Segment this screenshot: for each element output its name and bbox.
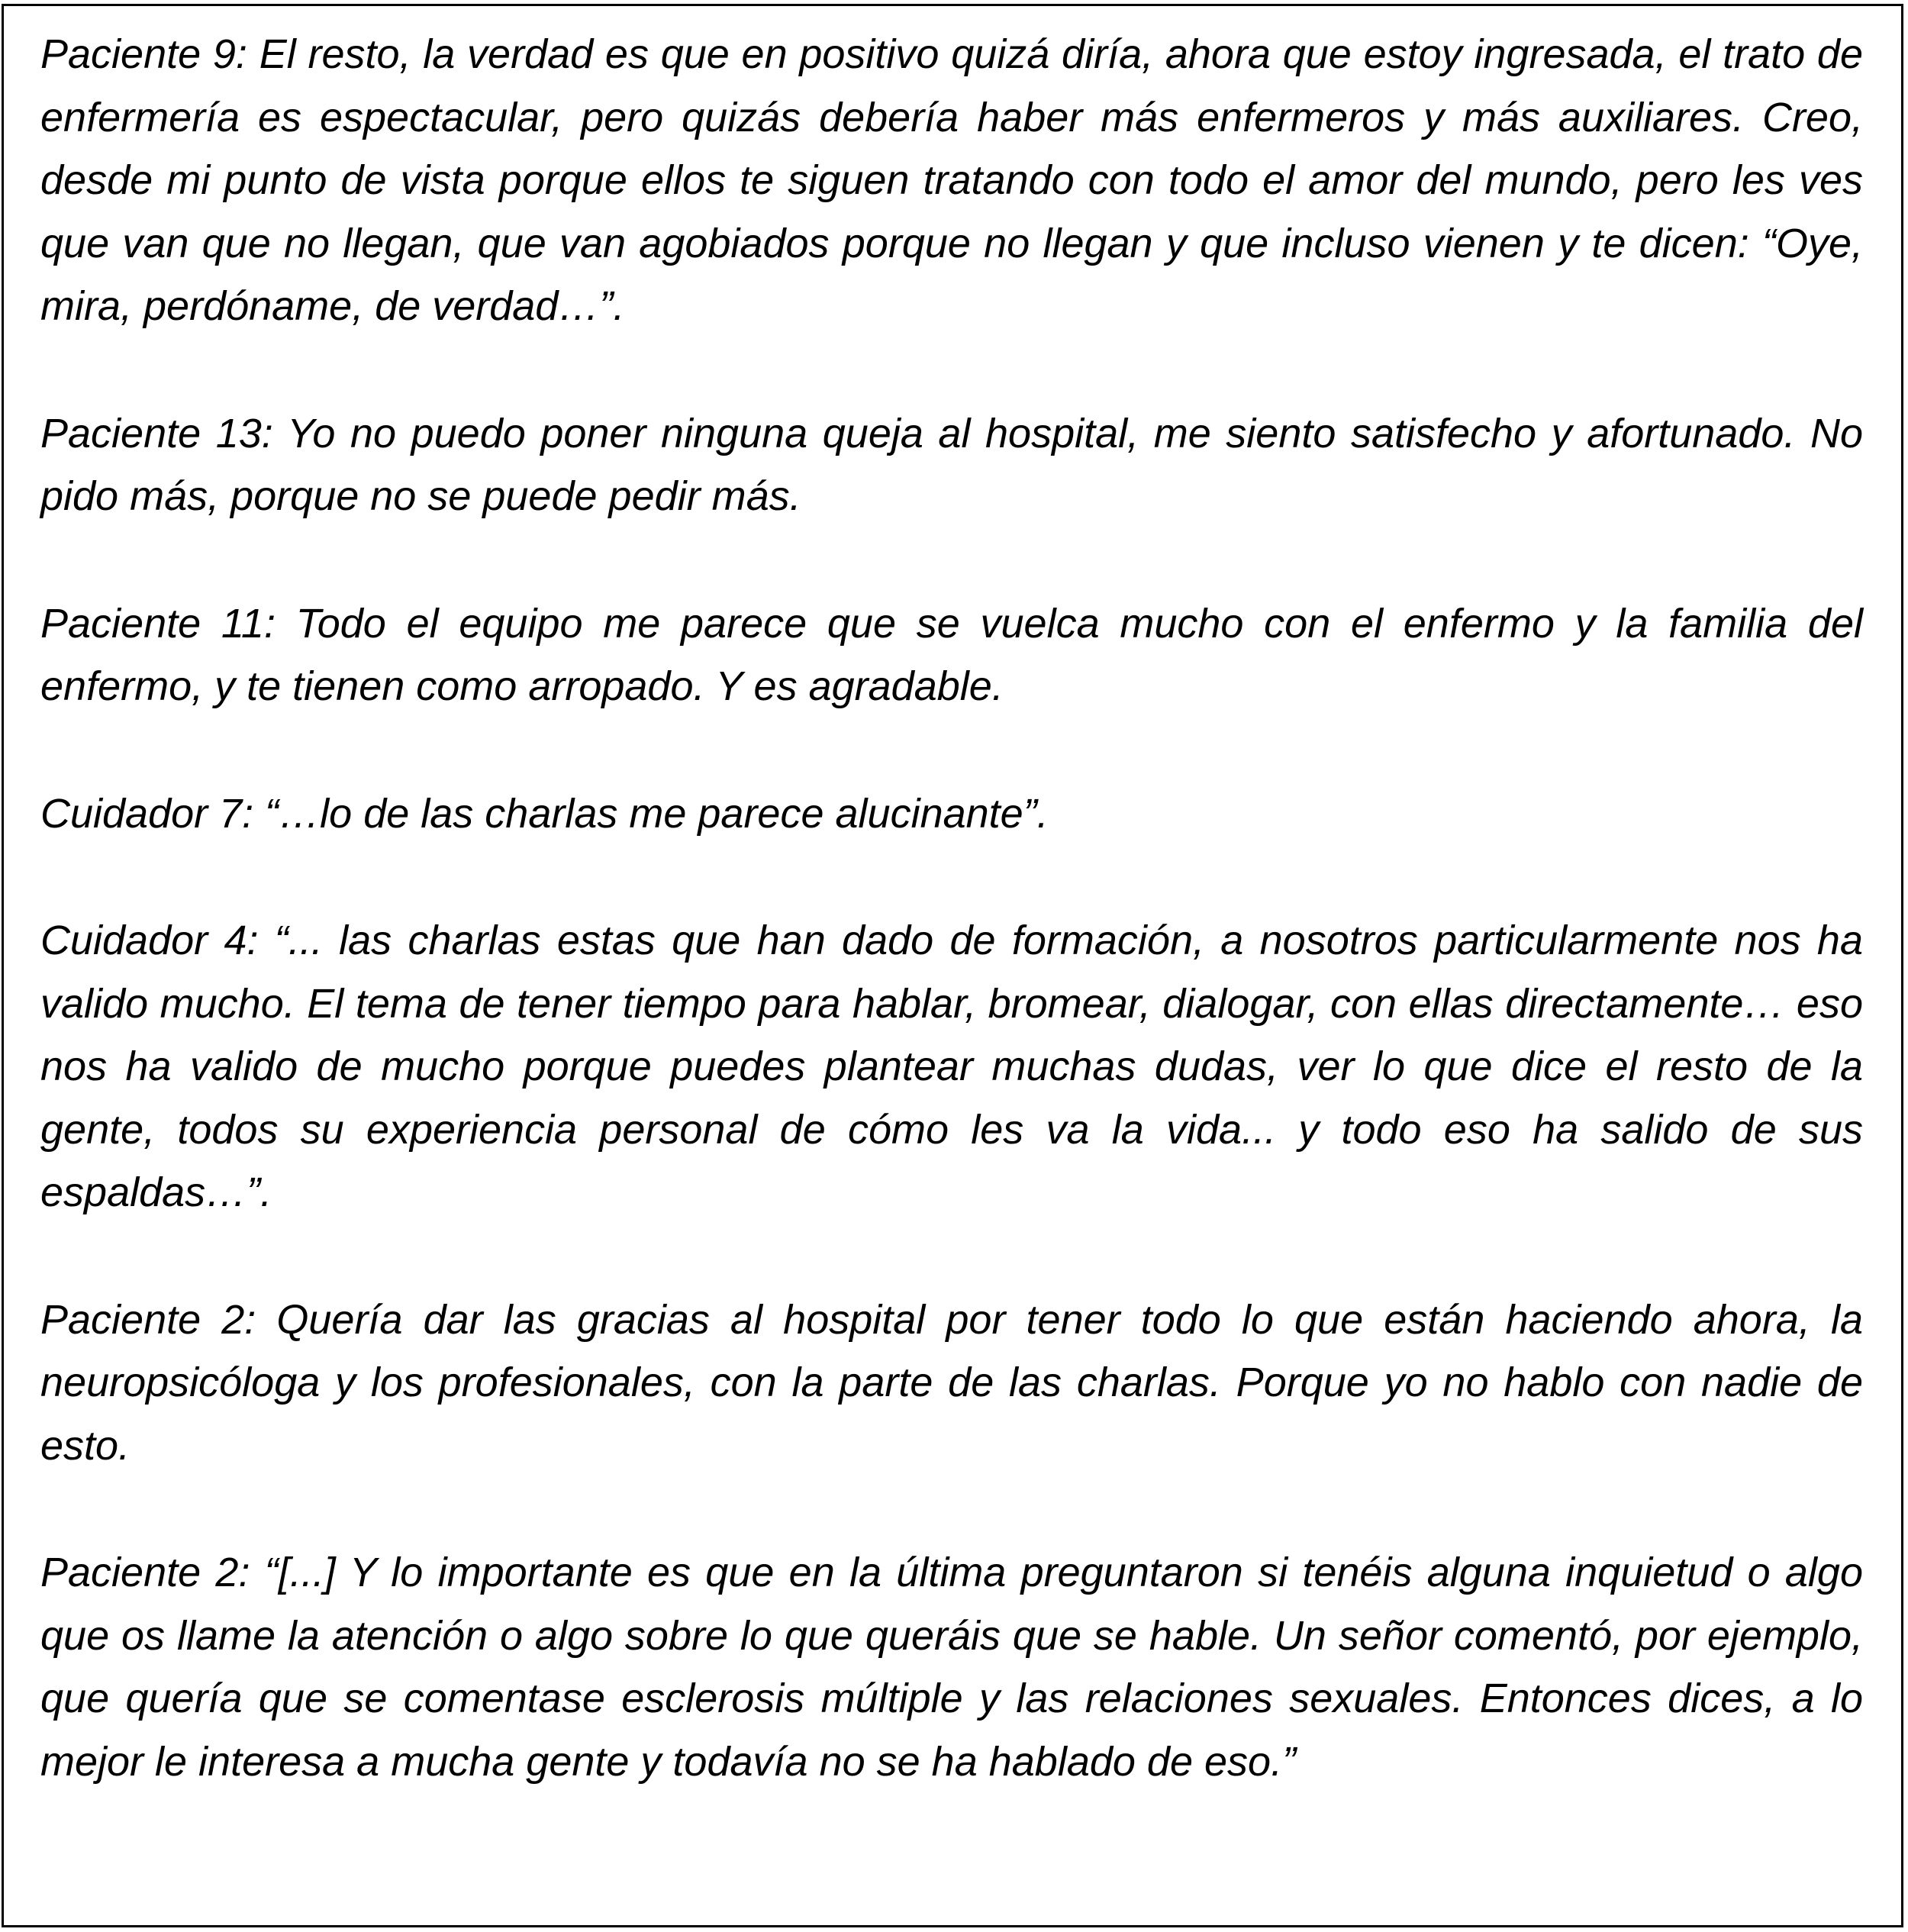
quotes-box [2,4,1903,1927]
quote-paciente-11: Paciente 11: Todo el equipo me parece que se vuelca mucho con el enfermo y la familia del enfermo, y te tienen como arropado. Y es agradable. [40,600,1863,709]
quote-paciente-2-a: Paciente 2: Quería dar las gracias al hospital por tener todo lo que están haciendo ahora, la neuropsicóloga y los profesionales, con la parte de las charlas. Porque yo no hablo con nadie de esto. [40,1296,1863,1469]
quote-cuidador-4: Cuidador 4: “... las charlas estas que han dado de formación, a nosotros particularmente nos ha valido mucho. El tema de tener tiempo para hablar, bromear, dialogar, con ellas directamente… eso nos ha valido de mucho porque puedes plantear muchas dudas, ver lo que dice el resto de la gente, todos su experiencia personal de cómo les va la vida... y todo eso ha salido de sus espaldas…”. [40,918,1863,1215]
quote-paciente-13: Paciente 13: Yo no puedo poner ninguna queja al hospital, me siento satisfecho y afortunado. No pido más, porque no se puede pedir más. [40,410,1863,519]
quote-paciente-9: Paciente 9: El resto, la verdad es que en positivo quizá diría, ahora que estoy ingresada, el trato de enfermería es espectacular, pero quizás debería haber más enfermeros y más auxiliares. Creo, desde mi punto de vista porque ellos te siguen tratando con todo el amor del mundo, pero les ves que van que no llegan, que van agobiados porque no llegan y que incluso vienen y te dicen: “Oye, mira, perdóname, de verdad…”. [40,31,1863,329]
quote-paciente-2-b: Paciente 2: “[...] Y lo importante es que en la última preguntaron si tenéis alguna inquietud o algo que os llame la atención o algo sobre lo que queráis que se hable. Un señor comentó, por ejemplo, que quería que se comentase esclerosis múltiple y las relaciones sexuales. Entonces dices, a lo mejor le interesa a mucha gente y todavía no se ha hablado de eso.” [40,1550,1863,1785]
quote-cuidador-7: Cuidador 7: “…lo de las charlas me parece alucinante”. [40,790,1049,837]
